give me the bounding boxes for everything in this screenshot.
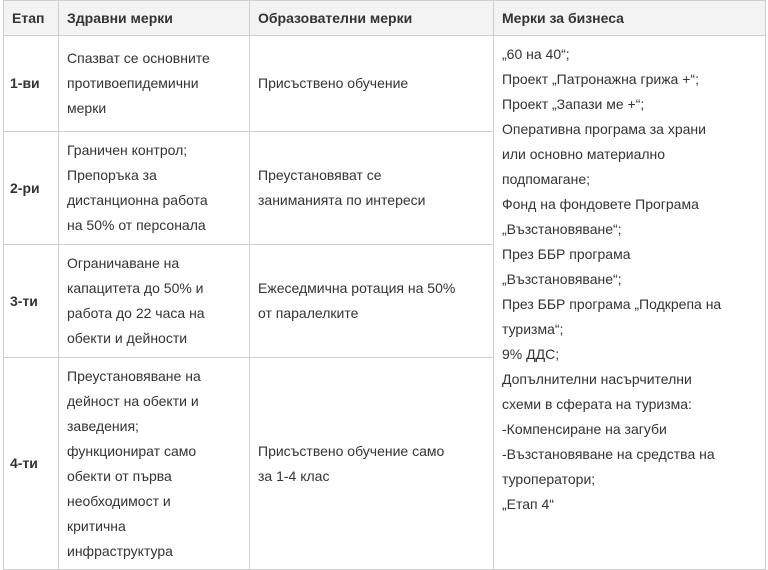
business-line: През ББР програма „Подкрепа на — [502, 296, 722, 312]
education-cell — [250, 36, 494, 132]
education-line: Присъствено обучение само — [258, 442, 445, 459]
business-line: туроператори; — [502, 471, 596, 487]
health-line: обекти и дейности — [67, 330, 188, 346]
health-cell — [59, 132, 250, 245]
business-line: туризма“; — [502, 321, 564, 337]
business-line: схеми в сферата на туризма: — [502, 396, 692, 412]
health-line: Преустановяване на — [67, 367, 201, 384]
education-cell — [250, 245, 494, 358]
stage-cell: 3-ти — [4, 245, 59, 358]
stage-cell: 2-ри — [4, 132, 59, 245]
business-line: През ББР програма — [502, 246, 631, 262]
business-line: Проект „Запази ме +“; — [502, 96, 645, 112]
education-line: Ежеседмична ротация на 50% — [258, 280, 456, 296]
business-line: -Възстановяване на средства на — [502, 446, 715, 462]
health-line: инфраструктура — [67, 542, 173, 559]
health-line: Ограничаване на — [67, 255, 180, 271]
health-cell — [59, 245, 250, 358]
business-cell — [494, 36, 766, 570]
business-line: -Компенсиране на загуби — [502, 421, 667, 437]
health-line: обекти от първа — [67, 467, 172, 484]
health-line: дейност на обекти и — [67, 392, 199, 409]
table-row — [4, 36, 766, 132]
education-cell — [250, 358, 494, 570]
health-line: мерки — [67, 100, 107, 116]
business-line: „Етап 4“ — [502, 496, 554, 512]
header-education: Образователни мерки — [250, 1, 494, 36]
health-cell — [59, 358, 250, 570]
header-stage: Етап — [4, 1, 59, 36]
education-line: Преустановяват се — [258, 167, 382, 183]
health-line: работа до 22 часа на — [67, 305, 205, 321]
business-line: „Възстановяване“; — [502, 221, 622, 237]
header-row — [4, 1, 766, 36]
health-line: дистанционна работа — [67, 192, 208, 208]
health-line: Граничен контрол; — [67, 142, 188, 158]
business-line: Проект „Патронажна грижа +“; — [502, 71, 699, 87]
header-business: Мерки за бизнеса — [494, 1, 766, 36]
health-line: капацитета до 50% и — [67, 280, 204, 296]
business-line: 9% ДДС; — [502, 346, 560, 362]
health-line: функционират само — [67, 442, 197, 459]
health-line: Спазват се основните — [67, 50, 210, 66]
health-line: необходимост и — [67, 492, 171, 509]
business-line: „Възстановяване“; — [502, 271, 622, 287]
health-line: на 50% от персонала — [67, 217, 206, 233]
health-line: Препоръка за — [67, 167, 157, 183]
health-line: противоепидемични — [67, 75, 199, 91]
business-line: Фонд на фондовете Програма — [502, 196, 699, 212]
business-line: или основно материално — [502, 146, 666, 162]
stage-cell: 1-ви — [4, 36, 59, 132]
header-health: Здравни мерки — [59, 1, 250, 36]
stage-cell: 4-ти — [4, 358, 59, 570]
education-cell — [250, 132, 494, 245]
business-line: Оперативна програма за храни — [502, 121, 706, 137]
education-line: от паралелките — [258, 305, 359, 321]
business-line: подпомагане; — [502, 171, 590, 187]
health-cell — [59, 36, 250, 132]
education-line: Присъствено обучение — [258, 75, 409, 91]
health-line: критична — [67, 517, 126, 534]
health-line: заведения; — [67, 417, 139, 434]
business-line: „60 на 40“; — [502, 46, 570, 62]
education-line: за 1-4 клас — [258, 467, 330, 484]
business-line: Допълнителни насърчителни — [502, 371, 692, 387]
education-line: заниманията по интереси — [258, 192, 426, 208]
measures-table — [3, 0, 766, 570]
